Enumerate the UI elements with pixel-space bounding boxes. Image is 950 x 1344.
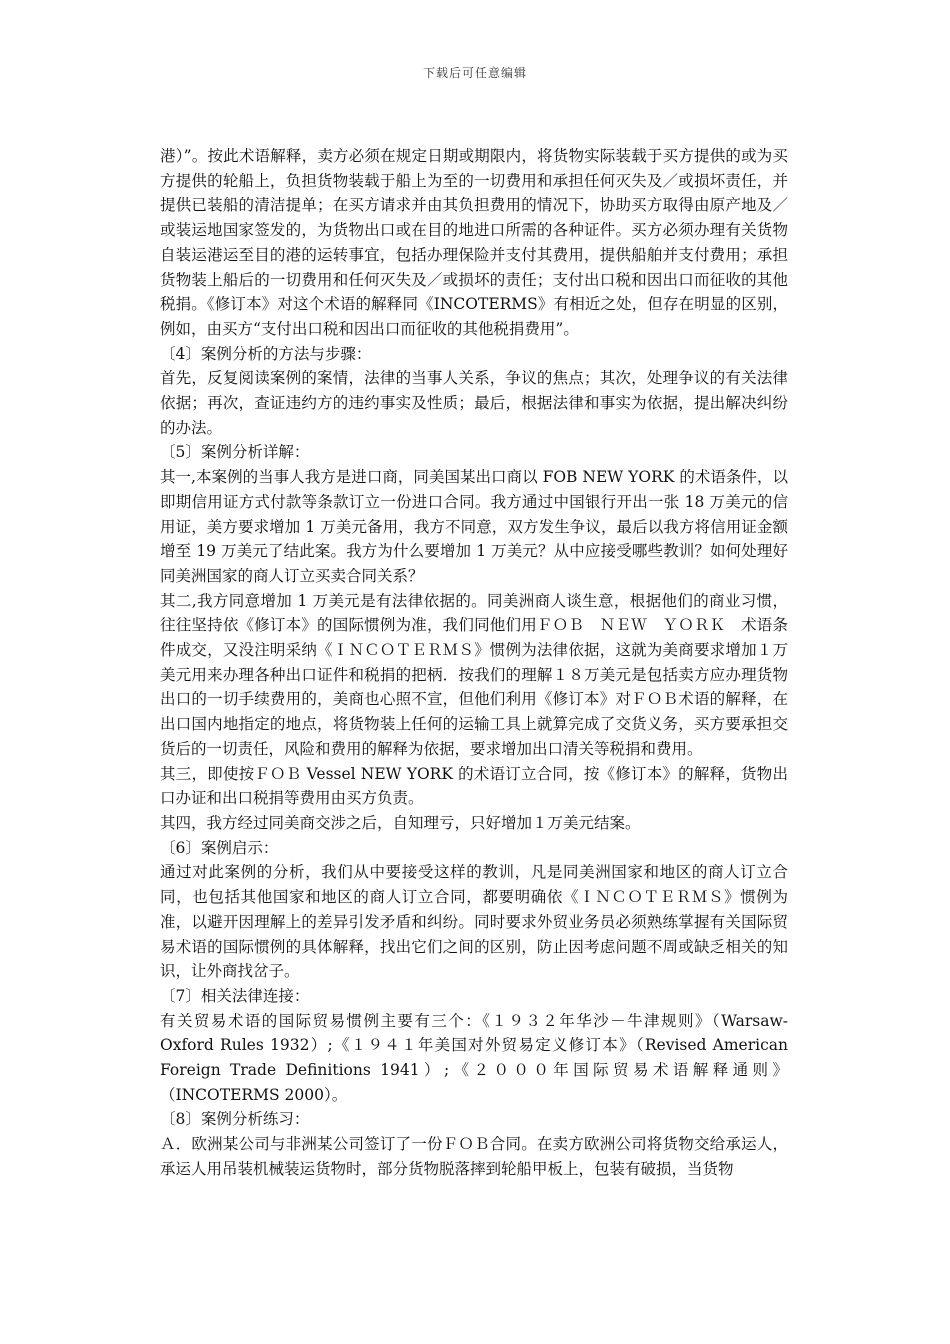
paragraph: 有关贸易术语的国际贸易惯例主要有三个：《１９３２年华沙－牛津规则》（Warsaw-Oxford Rules 1932）;《１９４１年美国对外贸易定义修订本》（Revised American Foreign Trade Definitions 1941）;《２０００年国际贸易术语解释通则》（INCOTERMS 2000）。	[160, 1011, 788, 1104]
paragraph: 首先，反复阅读案例的案情，法律的当事人关系，争议的焦点；其次，处理争议的有关法律依据；再次，查证违约方的违约事实及性质；最后，根据法律和事实为依据，提出解决纠纷的办法。	[160, 369, 788, 437]
paragraph: 通过对此案例的分析，我们从中要接受这样的教训，凡是同美洲国家和地区的商人订立合同，也包括其他国家和地区的商人订立合同，都要明确依《ＩＮＣＯＴＥＲＭＳ》惯例为准，以避开因理解上的差异引发矛盾和纠纷。同时要求外贸业务员必须熟练掌握有关国际贸易术语的国际惯例的具体解释，找出它们之间的区别，防止因考虑问题不周或缺乏相关的知识，让外商找岔子。	[160, 863, 788, 981]
paragraph: 港）”。按此术语解释，卖方必须在规定日期或期限内，将货物实际装载于买方提供的或为买方提供的轮船上，负担货物装载于船上为至的一切费用和承担任何灭失及／或损坏责任，并提供已装船的清洁提单；在买方请求并由其负担费用的情况下，协助买方取得由原产地及／或装运地国家签发的，为货物出口或在目的地进口所需的各种证件。买方必须办理有关货物自装运港运至目的港的运转事宜，包括办理保险并支付其费用，提供船舶并支付费用；承担货物装上船后的一切费用和任何灭失及／或损坏的责任；支付出口税和因出口而征收的其他税捐。《修订本》对这个术语的解释同《INCOTERMS》有相近之处，但存在明显的区别，例如，由买方“支付出口税和因出口而征收的其他税捐费用”。	[160, 147, 788, 338]
page-header: 下载后可任意编辑	[422, 66, 527, 80]
paragraph: 其二,我方同意增加 1 万美元是有法律依据的。同美洲商人谈生意，根据他们的商业习惯，往往坚持依《修订本》的国际惯例为准，我们同他们用ＦＯＢ ＮＥＷ ＹＯＲＫ 术语条件成交，又没注明采纳《ＩＮＣＯＴＥＲＭＳ》惯例为法律依据，这就为美商要求增加１万美元用来办理各种出口证件和税捐的把柄．按我们的理解１８万美元是包括卖方应办理货物出口的一切手续费用的，美商也心照不宣，但他们利用《修订本》对ＦＯＢ术语的解释，在出口国内地指定的地点，将货物装上任何的运输工具上就算完成了交货义务，买方要承担交货后的一切责任，风险和费用的解释为依据，要求增加出口清关等税捐和费用。	[160, 591, 788, 758]
section-heading: 〔4〕案例分析的方法与步骤：	[160, 344, 372, 363]
section-heading: 〔6〕案例启示：	[160, 838, 279, 857]
paragraph: 其四，我方经过同美商交涉之后，自知理亏，只好增加１万美元结案。	[160, 813, 641, 832]
paragraph: 其三，即使按ＦＯＢ Vessel NEW YORK 的术语订立合同，按《修订本》的解释，货物出口办证和出口税捐等费用由买方负责。	[160, 764, 788, 808]
paragraph: 其一,本案例的当事人我方是进口商，同美国某出口商以 FOB NEW YORK 的术语条件，以即期信用证方式付款等条款订立一份进口合同。我方通过中国银行开出一张 18 万美元的信用证，美方要求增加 1 万美元备用，我方不同意，双方发生争议，最后以我方将信用证金额增至 19 万美元了结此案。我方为什么要增加 1 万美元？从中应接受哪些教训？如何处理好同美洲国家的商人订立买卖合同关系？	[160, 468, 788, 585]
paragraph: Ａ．欧洲某公司与非洲某公司签订了一份ＦＯＢ合同。在卖方欧洲公司将货物交给承运人，承运人用吊装机械装运货物时，部分货物脱落摔到轮船甲板上，包装有破损，当货物	[160, 1135, 788, 1178]
section-heading: 〔7〕相关法律连接：	[160, 986, 310, 1005]
section-heading: 〔8〕案例分析练习：	[160, 1110, 310, 1129]
document-body	[160, 144, 788, 1182]
section-heading: 〔5〕案例分析详解：	[160, 443, 310, 462]
